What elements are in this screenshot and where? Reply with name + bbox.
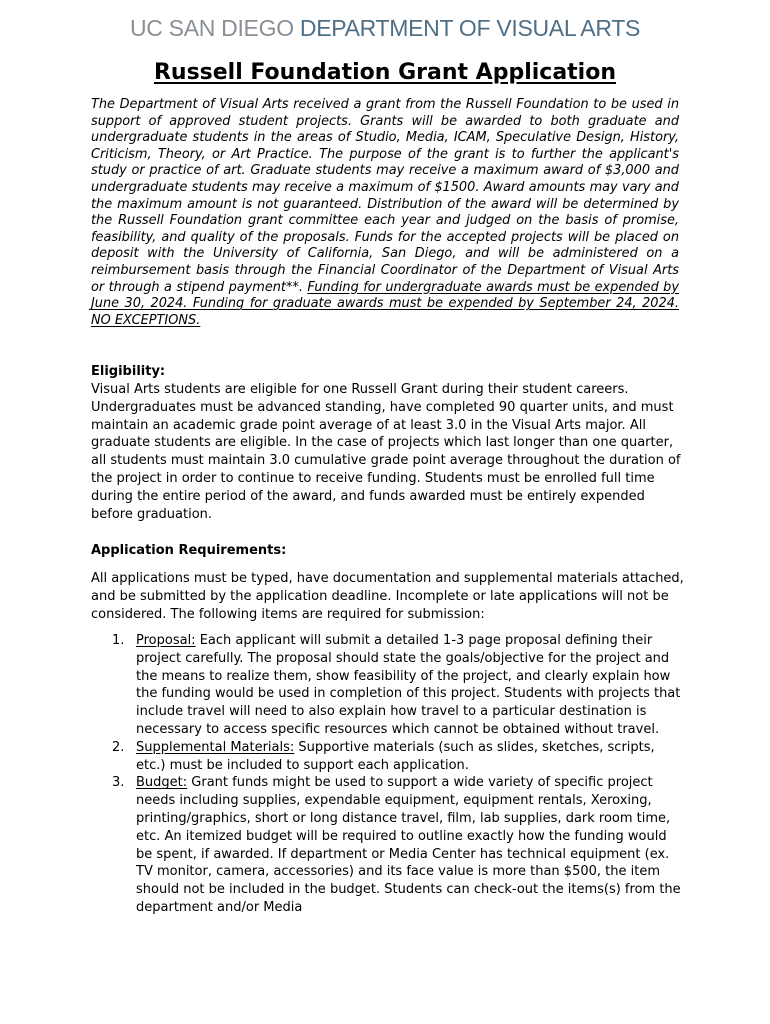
eligibility-text: Visual Arts students are eligible for one Russell Grant during their student careers. Undergraduates must be advanced standing, have completed 90 quarter units, and must maintain an academic grade point average of at least 3.0 in the Visual Arts major. All graduate students are eligible. In the case of projects which last longer than one quarter, all students must maintain 3.0 cumulative grade point average throughout the duration of the project in order to continue to receive funding. Students must be enrolled full time during the entire period of the award, and funds awarded must be entirely expended before graduation.: [91, 382, 681, 522]
list-item: [112, 632, 681, 739]
item-text: Grant funds might be used to support a wide variety of specific project needs including supplies, expendable equipment, equipment rentals, Xeroxing, printing/graphics, short or long distance travel, film, lab supplies, dark room time, etc. An itemized budget will be required to outline exactly how the funding would be spent, if awarded. If department or Media Center has technical equipment (ex. TV monitor, camera, accessories) and its face value is more than $500, the item should not be included in the budget. Students can check-out the items(s) from the department and/or Media: [136, 775, 681, 915]
letterhead: [0, 13, 770, 43]
intro-text: The Department of Visual Arts received a grant from the Russell Foundation to be used in support of approved student projects. Grants will be awarded to both graduate and undergraduate students in the areas of Studio, Media, ICAM, Speculative Design, History, Criticism, Theory, or Art Practice. The purpose of the grant is to further the applicant's study or practice of art. Graduate students may receive a maximum award of $3,000 and undergraduate students may receive a maximum of $1500. Award amounts may vary and the maximum amount is not guaranteed. Distribution of the award will be determined by the Russell Foundation grant committee each year and judged on the basis of promise, feasibility, and quality of the proposals. Funds for the accepted projects will be placed on deposit with the University of California, San Diego, and will be administered on a reimbursement basis through the Financial Coordinator of the Department of Visual Arts or through a stipend payment**.: [91, 97, 679, 295]
requirements-list: [112, 632, 681, 917]
item-number: 2.: [112, 739, 125, 755]
requirements-intro: All applications must be typed, have documentation and supplemental materials attached, and be submitted by the application deadline. Incomplete or late applications will not be considered. The following items are required for submission:: [91, 571, 684, 622]
list-item: [112, 739, 681, 775]
item-title: Supplemental Materials:: [136, 739, 295, 755]
department-name: DEPARTMENT OF VISUAL ARTS: [299, 15, 641, 41]
eligibility-heading: Eligibility:: [91, 364, 166, 379]
page-title: Russell Foundation Grant Application: [153, 60, 617, 85]
requirements-section: [91, 542, 691, 623]
item-number: 1.: [112, 633, 125, 648]
item-title: Proposal:: [136, 633, 196, 648]
list-item: [112, 774, 681, 916]
deadline-note: Funding for undergraduate awards must be expended by June 30, 2024. Funding for graduate awards must be expended by September 24, 2024. NO EXCEPTIONS.: [91, 279, 679, 328]
intro-paragraph: [91, 97, 679, 329]
eligibility-section: [91, 363, 691, 523]
requirements-heading: Application Requirements:: [91, 543, 287, 558]
item-number: 3.: [112, 775, 125, 791]
institution-name: UC SAN DIEGO: [129, 15, 294, 41]
item-text: Supportive materials (such as slides, sketches, scripts, etc.) must be included to support each application.: [136, 739, 655, 773]
item-text: Each applicant will submit a detailed 1-3 page proposal defining their project carefully. The proposal should state the goals/objective for the project and the means to realize them, show feasibility of the project, and clearly explain how the funding would be used in completion of this project. Students with projects that include travel will need to also explain how travel to a particular destination is necessary to access specific resources which cannot be obtained without travel.: [136, 633, 681, 737]
item-title: Budget:: [136, 775, 188, 791]
